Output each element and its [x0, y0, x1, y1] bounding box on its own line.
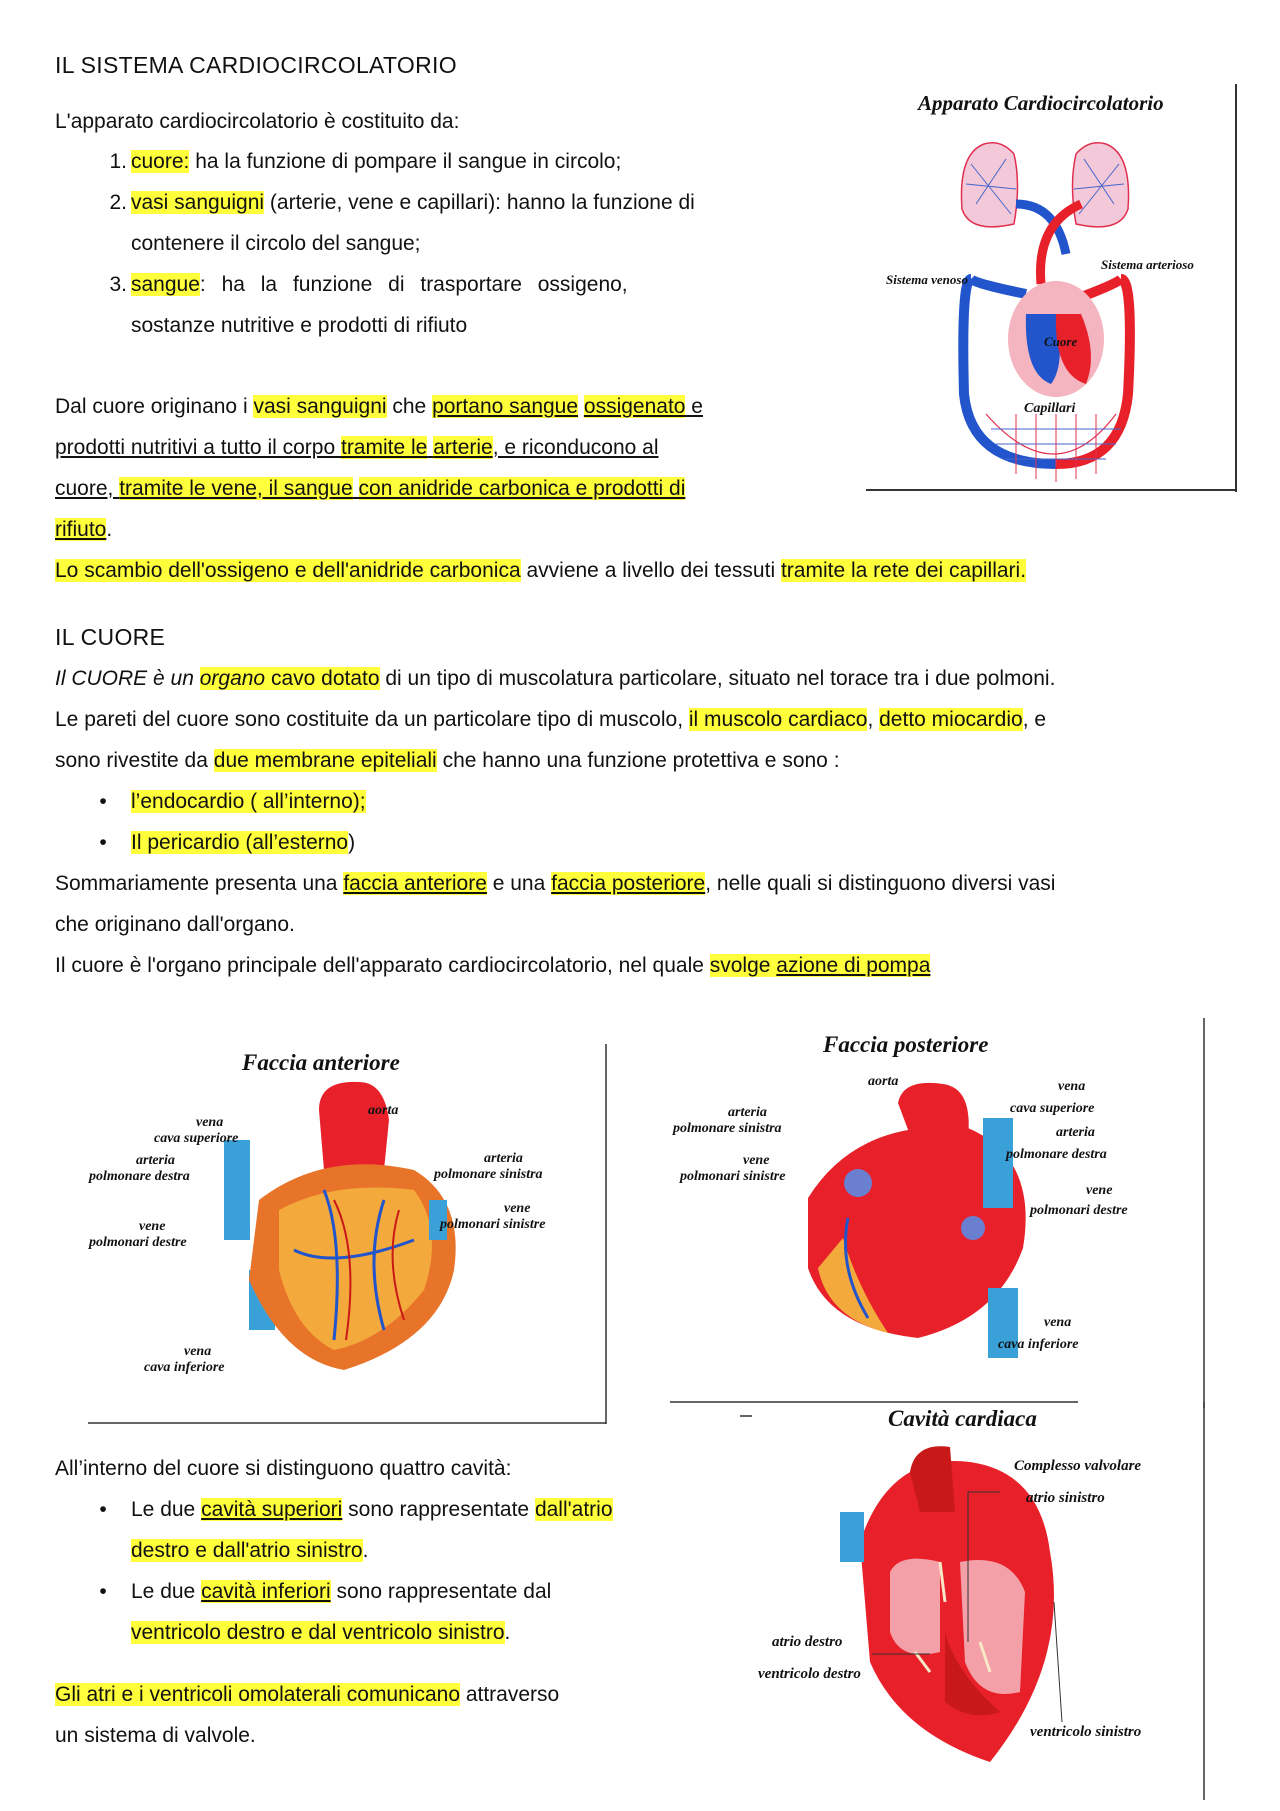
paragraph-line: Il cuore è l'organo principale dell'apparato cardiocircolatorio, nel quale svolge azione di pompa	[55, 954, 931, 977]
bullet-icon: •	[99, 1580, 107, 1603]
label: vene	[743, 1153, 770, 1168]
list-term: vasi sanguigni	[131, 191, 265, 214]
paragraph-line: Gli atri e i ventricoli omolaterali comunicano attraverso	[55, 1683, 560, 1706]
paragraph-line: rifiuto.	[55, 518, 113, 541]
bullet-item: • Le due cavità superiori sono rappresentate dall'atrio	[87, 1490, 613, 1530]
list-number: 2.	[109, 191, 127, 214]
label: aorta	[368, 1103, 399, 1118]
label-cuore: Cuore	[1044, 334, 1078, 349]
label: polmonare destra	[1006, 1147, 1107, 1162]
label: vene	[504, 1201, 531, 1216]
list-continuation: sostanze nutritive e prodotti di rifiuto	[131, 314, 468, 337]
list-text: (arterie, vene e capillari): hanno la funzione di	[264, 191, 695, 214]
heart-cavities-icon	[840, 1446, 1054, 1762]
label: ventricolo destro	[758, 1666, 861, 1682]
page-title: IL SISTEMA CARDIOCIRCOLATORIO	[55, 52, 457, 78]
heart-cavities-figure	[740, 1402, 1210, 1802]
bullet-icon: •	[99, 790, 107, 813]
paragraph-line: sono rivestite da due membrane epiteliali che hanno una funzione protettiva e sono :	[55, 749, 840, 772]
heart-anterior-figure	[84, 1040, 610, 1426]
list-term: cuore:	[131, 150, 190, 173]
list-number: 1.	[109, 150, 127, 173]
circulatory-system-figure	[866, 84, 1238, 492]
paragraph-line: Sommariamente presenta una faccia anteriore e una faccia posteriore, nelle quali si distinguono diversi vasi	[55, 872, 1056, 895]
label: arteria	[1056, 1125, 1095, 1140]
heart-anterior-icon	[224, 1082, 456, 1370]
label: cava superiore	[154, 1131, 239, 1146]
label-sistema-arterioso: Sistema arterioso	[1101, 257, 1194, 272]
label: atrio destro	[772, 1634, 843, 1650]
list-item	[55, 142, 621, 182]
label: polmonari sinistre	[440, 1217, 546, 1232]
heart-posterior-icon	[808, 1083, 1026, 1358]
label: polmonare destra	[89, 1169, 190, 1184]
label: polmonari destre	[89, 1235, 187, 1250]
bullet-continuation: destro e dall'atrio sinistro.	[131, 1539, 369, 1562]
list-continuation: contenere il circolo del sangue;	[131, 232, 421, 255]
label: cava inferiore	[144, 1360, 225, 1375]
bullet-item: • Il pericardio (all’esterno)	[87, 823, 355, 863]
paragraph-line: Il CUORE è un organo cavo dotato di un tipo di muscolatura particolare, situato nel torace tra i due polmoni.	[55, 667, 1056, 690]
paragraph-line: Dal cuore originano i vasi sanguigni che portano sangue ossigenato e	[55, 395, 703, 418]
label: cava superiore	[1010, 1101, 1095, 1116]
label: polmonari sinistre	[680, 1169, 786, 1184]
bullet-item: • Le due cavità inferiori sono rappresentate dal	[87, 1572, 551, 1612]
paragraph-line: All’interno del cuore si distinguono quattro cavità:	[55, 1457, 512, 1480]
label-capillari: Capillari	[1024, 401, 1076, 416]
label: polmonare sinistra	[673, 1121, 782, 1136]
list-term: sangue	[131, 273, 200, 296]
label: vena	[184, 1344, 212, 1359]
bullet-icon: •	[99, 831, 107, 854]
figure-title: Faccia anteriore	[242, 1050, 400, 1075]
list-text: ha la funzione di pompare il sangue in circolo;	[189, 150, 622, 173]
label: polmonare sinistra	[434, 1167, 543, 1182]
label: vene	[139, 1219, 166, 1234]
figure-title: Apparato Cardiocircolatorio	[918, 91, 1164, 115]
label: vena	[1058, 1079, 1086, 1094]
list-number: 3.	[109, 273, 127, 296]
paragraph-line: prodotti nutritivi a tutto il corpo tramite le arterie, e riconducono al	[55, 436, 659, 459]
label: arteria	[136, 1153, 175, 1168]
label: Complesso valvolare	[1014, 1458, 1142, 1474]
label: vene	[1086, 1183, 1113, 1198]
bullet-icon: •	[99, 1498, 107, 1521]
label: arteria	[728, 1105, 767, 1120]
paragraph-line: Le pareti del cuore sono costituite da un particolare tipo di muscolo, il muscolo cardiaco, detto miocardio, e	[55, 708, 1047, 731]
paragraph-line: cuore, tramite le vene, il sangue con anidride carbonica e prodotti di	[55, 477, 686, 500]
label: aorta	[868, 1074, 899, 1089]
bullet-continuation: ventricolo destro e dal ventricolo sinistro.	[131, 1621, 511, 1644]
paragraph-line: che originano dall'organo.	[55, 913, 295, 936]
list-text: : ha la funzione di trasportare ossigeno,	[199, 273, 628, 296]
label: polmonari destre	[1030, 1203, 1128, 1218]
section-title: IL CUORE	[55, 624, 166, 650]
label: cava inferiore	[998, 1337, 1079, 1352]
list-item	[55, 183, 695, 223]
label: vena	[196, 1115, 224, 1130]
label: vena	[1044, 1315, 1072, 1330]
label: ventricolo sinistro	[1030, 1724, 1142, 1740]
label: arteria	[484, 1151, 523, 1166]
heart-posterior-figure	[668, 1018, 1208, 1408]
label: atrio sinistro	[1026, 1490, 1105, 1506]
figure-title: Cavità cardiaca	[888, 1406, 1037, 1431]
intro-text: L'apparato cardiocircolatorio è costituito da:	[55, 110, 460, 133]
figure-title: Faccia posteriore	[823, 1032, 989, 1057]
label-sistema-venoso: Sistema venoso	[886, 272, 968, 287]
paragraph-line: un sistema di valvole.	[55, 1724, 256, 1747]
paragraph-line: Lo scambio dell'ossigeno e dell'anidride carbonica avviene a livello dei tessuti tramite la rete dei capillari.	[55, 559, 1027, 582]
list-item	[55, 265, 628, 305]
bullet-item: • l’endocardio ( all’interno);	[87, 782, 366, 822]
